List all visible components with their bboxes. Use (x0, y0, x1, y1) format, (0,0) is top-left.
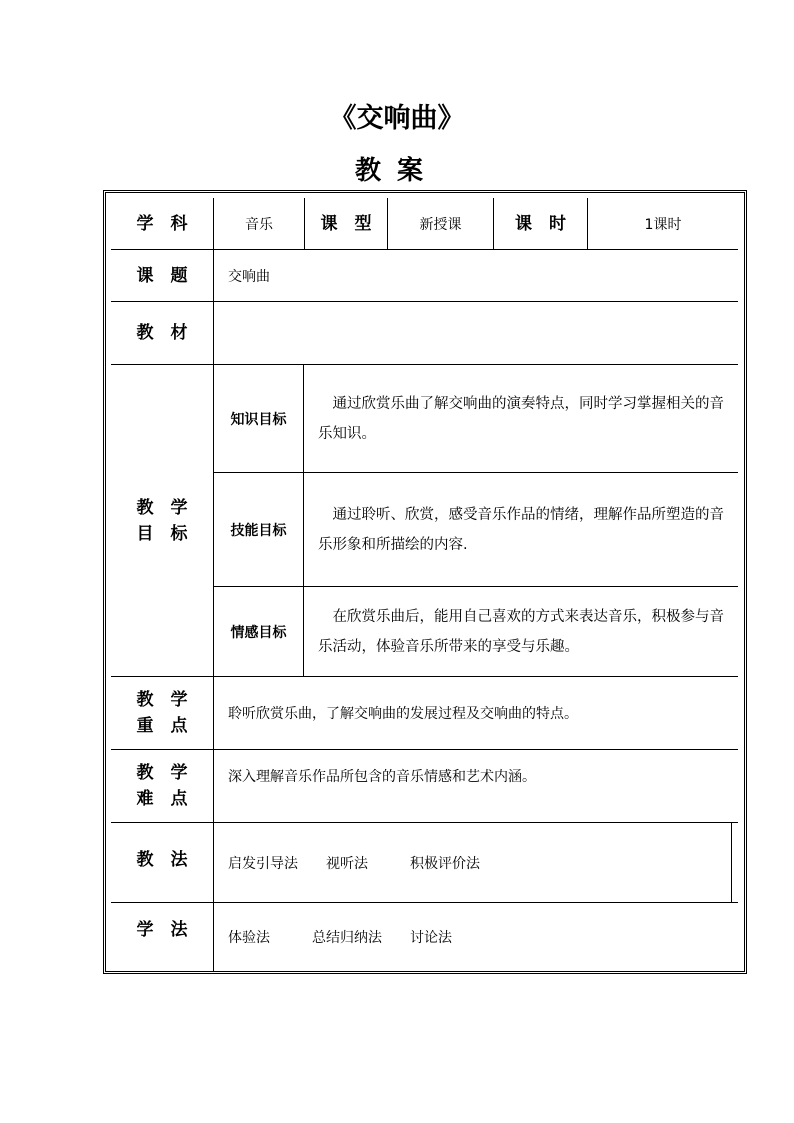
material-value (214, 302, 738, 365)
hours-label: 课 时 (494, 198, 588, 250)
subject-value: 音乐 (214, 198, 305, 250)
teaching-methods-text: 启发引导法 视听法 积极评价法 (214, 823, 738, 903)
key-points-label-line2: 重 点 (136, 716, 188, 736)
learning-methods-label: 学 法 (111, 903, 214, 971)
goals-label-line1: 教 学 (136, 497, 188, 518)
type-value: 新授课 (388, 198, 494, 250)
document-title: 《交响曲》 (329, 103, 465, 134)
material-label: 教 材 (111, 302, 214, 365)
learning-methods-text: 体验法 总结归纳法 讨论法 (228, 930, 452, 946)
emotion-goal-label: 情感目标 (214, 587, 304, 677)
teaching-methods-label: 教 法 (111, 823, 214, 903)
knowledge-goal-label: 知识目标 (214, 365, 304, 473)
skill-goal-text: 通过聆听、欣赏，感受音乐作品的情绪，理解作品所塑造的音乐形象和所描绘的内容. (304, 473, 738, 587)
lesson-plan-table (103, 190, 747, 974)
difficulties-label (111, 750, 214, 823)
difficulties-label-line2: 难 点 (136, 789, 188, 809)
difficulties-label-line1: 教 学 (136, 763, 188, 783)
key-points-label-line1: 教 学 (136, 690, 188, 710)
skill-goal-label: 技能目标 (214, 473, 304, 587)
document-subtitle: 教案 (354, 156, 439, 186)
inner-divider (731, 823, 732, 903)
subject-label: 学 科 (111, 198, 214, 250)
type-label: 课 型 (305, 198, 388, 250)
hours-value: 1课时 (588, 198, 738, 250)
difficulties-text: 深入理解音乐作品所包含的音乐情感和艺术内涵。 (214, 750, 738, 823)
topic-value: 交响曲 (214, 250, 738, 302)
knowledge-goal-text: 通过欣赏乐曲了解交响曲的演奏特点，同时学习掌握相关的音乐知识。 (304, 365, 738, 473)
emotion-goal-text: 在欣赏乐曲后，能用自己喜欢的方式来表达音乐，积极参与音乐活动，体验音乐所带来的享受与乐趣。 (304, 587, 738, 677)
key-points-text: 聆听欣赏乐曲，了解交响曲的发展过程及交响曲的特点。 (214, 677, 738, 750)
goals-label-line2: 目 标 (136, 523, 188, 544)
topic-label: 课 题 (111, 250, 214, 302)
key-points-label (111, 677, 214, 750)
goals-label (111, 365, 214, 677)
